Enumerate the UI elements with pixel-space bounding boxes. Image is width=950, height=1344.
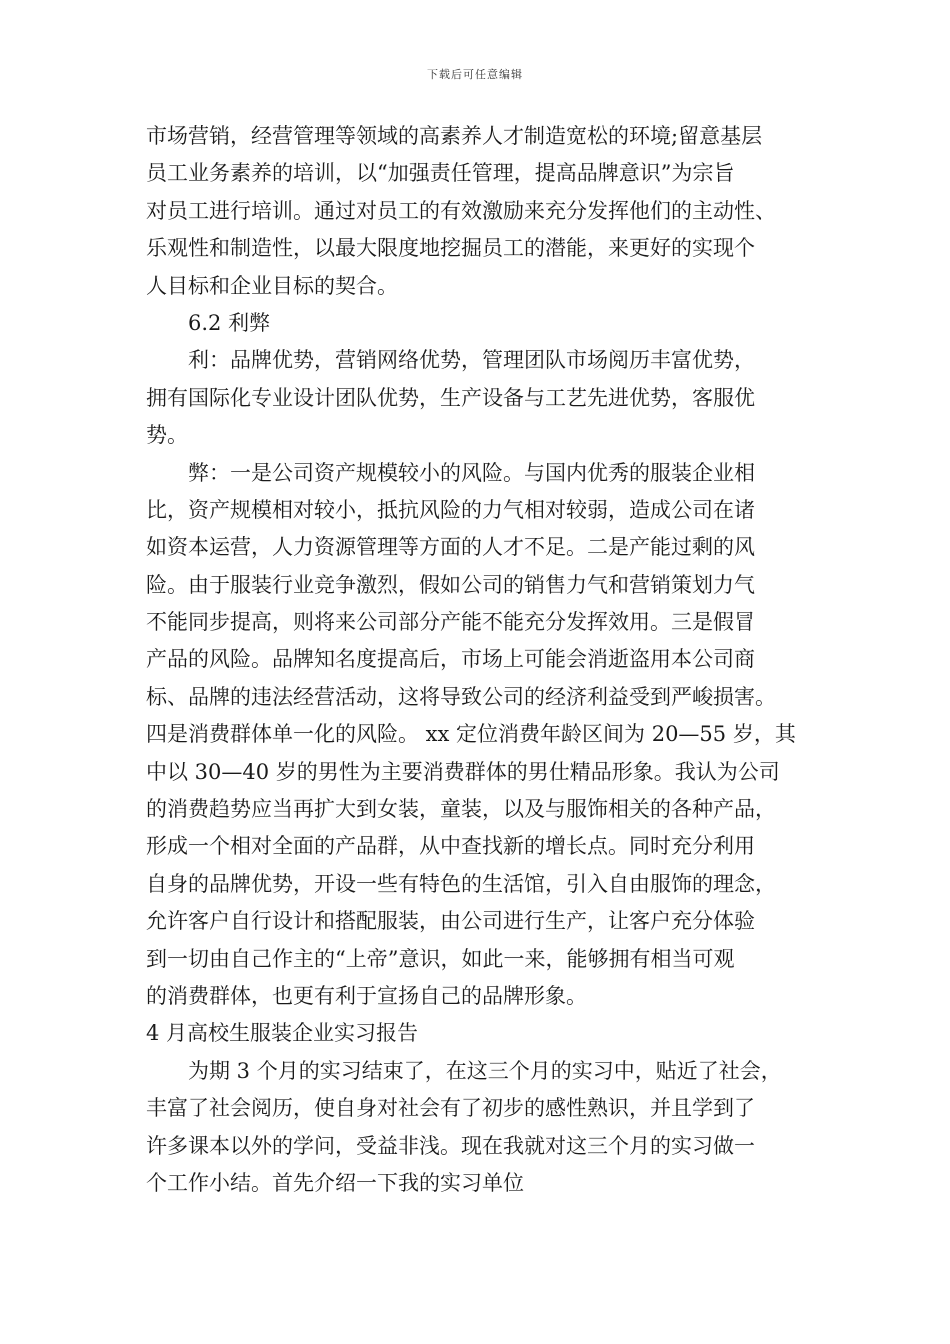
text-line: 弊：一是公司资产规模较小的风险。与国内优秀的服装企业相 — [188, 460, 755, 485]
text-line: 利：品牌优势，营销网络优势，管理团队市场阅历丰富优势， — [188, 348, 755, 373]
document-body — [146, 118, 811, 1202]
text-line: 比，资产规模相对较小，抵抗风险的力气相对较弱，造成公司在诸 — [146, 497, 755, 522]
text-line: 6.2 利弊 — [188, 310, 271, 335]
text-line: 员工业务素养的培训，以“加强责任管理，提高品牌意识”为宗旨 — [146, 161, 735, 186]
text-line: 不能同步提高，则将来公司部分产能不能充分发挥效用。三是假冒 — [146, 610, 755, 635]
text-line: 的消费群体，也更有利于宣扬自己的品牌形象。 — [146, 983, 587, 1008]
text-line: 丰富了社会阅历，使自身对社会有了初步的感性熟识，并且学到了 — [146, 1096, 755, 1121]
text-line: 人目标和企业目标的契合。 — [146, 273, 398, 298]
text-line: 如资本运营，人力资源管理等方面的人才不足。二是产能过剩的风 — [146, 535, 755, 560]
page-header-note: 下载后可任意编辑 — [427, 68, 523, 81]
text-line: 险。由于服装行业竞争激烈，假如公司的销售力气和营销策划力气 — [146, 572, 755, 597]
text-line: 许多课本以外的学问，受益非浅。现在我就对这三个月的实习做一 — [146, 1133, 755, 1158]
text-line: 到一切由自己作主的“上帝”意识，如此一来，能够拥有相当可观 — [146, 946, 735, 971]
text-line: 形成一个相对全面的产品群，从中查找新的增长点。同时充分利用 — [146, 834, 755, 859]
text-line: 势。 — [146, 423, 188, 448]
text-line: 的消费趋势应当再扩大到女装，童装，以及与服饰相关的各种产品， — [146, 797, 776, 822]
text-line: 四是消费群体单一化的风险。 xx 定位消费年龄区间为 20—55 岁，其 — [146, 722, 796, 747]
text-line: 乐观性和制造性，以最大限度地挖掘员工的潜能，来更好的实现个 — [146, 236, 755, 261]
text-line: 市场营销，经营管理等领域的高素养人才制造宽松的环境;留意基层 — [146, 124, 763, 148]
text-line: 为期 3 个月的实习结束了，在这三个月的实习中，贴近了社会， — [188, 1058, 782, 1083]
text-line: 拥有国际化专业设计团队优势，生产设备与工艺先进优势，客服优 — [146, 385, 755, 410]
text-line: 标、品牌的违法经营活动，这将导致公司的经济利益受到严峻损害。 — [146, 684, 776, 709]
text-line: 个工作小结。首先介绍一下我的实习单位 — [146, 1170, 524, 1195]
text-line: 4 月高校生服装企业实习报告 — [146, 1021, 419, 1046]
text-line: 对员工进行培训。通过对员工的有效激励来充分发挥他们的主动性、 — [146, 198, 776, 223]
text-line: 中以 30—40 岁的男性为主要消费群体的男仕精品形象。我认为公司 — [146, 759, 780, 784]
text-line: 自身的品牌优势，开设一些有特色的生活馆，引入自由服饰的理念， — [146, 871, 776, 896]
text-line: 产品的风险。品牌知名度提高后，市场上可能会消逝盗用本公司商 — [146, 647, 755, 672]
text-line: 允许客户自行设计和搭配服装，由公司进行生产，让客户充分体验 — [146, 909, 755, 934]
